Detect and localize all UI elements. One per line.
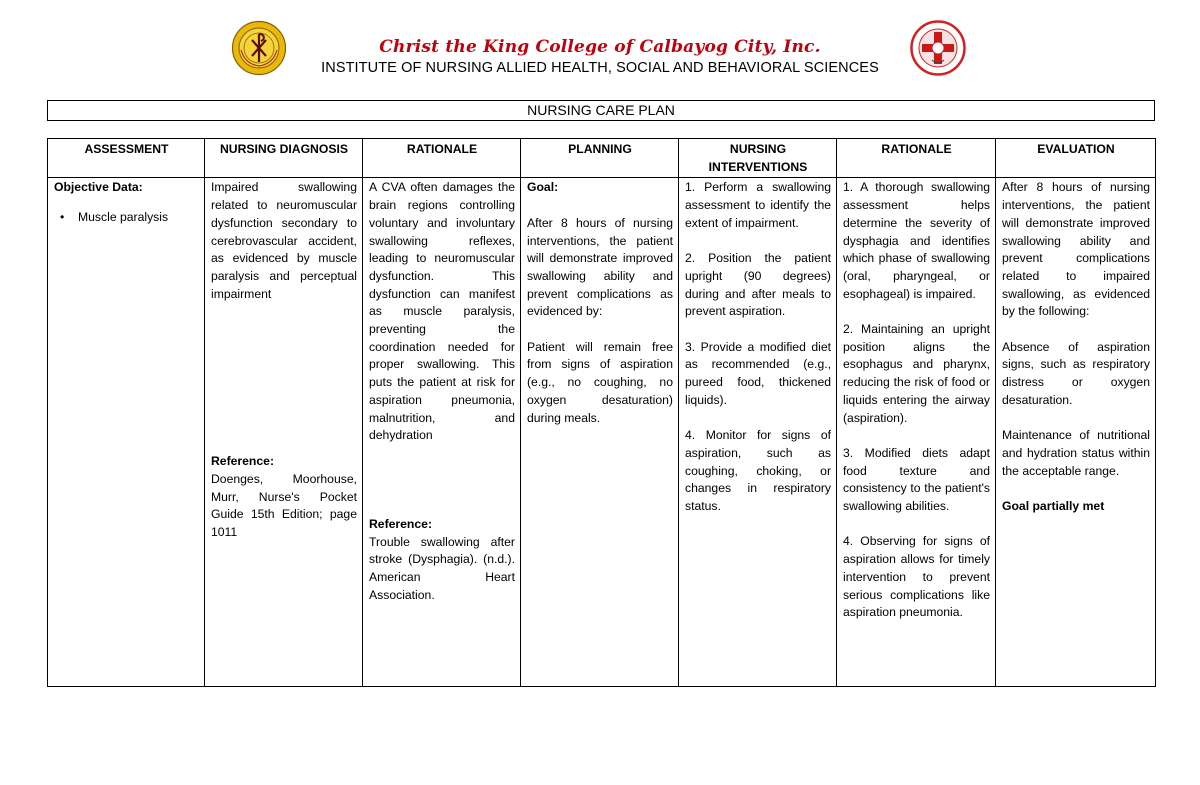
interventions-cell xyxy=(679,178,837,687)
column-header-interventions: NURSING INTERVENTIONS xyxy=(679,139,837,178)
diagnosis-reference-label: Reference: xyxy=(211,454,274,469)
institute-name: INSTITUTE OF NURSING ALLIED HEALTH, SOCIAL AND BEHAVIORAL SCIENCES xyxy=(321,60,879,76)
document-header xyxy=(0,0,1200,95)
evaluation-intro: After 8 hours of nursing interventions, the patient will demonstrate improved swallowing ability and prevent complications related to impaired swallowing, as evidenced by the following: xyxy=(1002,180,1150,319)
planning-cell xyxy=(521,178,679,687)
intervention-item: 4. Monitor for signs of aspiration, such as coughing, choking, or changes in respiratory status. xyxy=(685,428,831,514)
rationale-text: A CVA often damages the brain regions controlling voluntary and involuntary swallowing reflexes, leading to neuromuscular dysfunction. This dysfunction can manifest as muscle paralysis, preventing the coordination needed for proper swallowing. This puts the patient at risk for aspiration pneumonia, malnutrition, and dehydration xyxy=(369,180,515,443)
assessment-cell xyxy=(48,178,205,687)
rationale-item: 4. Observing for signs of aspiration allows for timely intervention to prevent serious complications like aspiration pneumonia. xyxy=(843,534,990,620)
evaluation-item: Absence of aspiration signs, such as respiratory distress or oxygen desaturation. xyxy=(1002,339,1150,407)
table-row xyxy=(48,178,1156,687)
objective-data-label: Objective Data: xyxy=(54,180,143,195)
goal-label: Goal: xyxy=(527,180,559,195)
evaluation-item: Maintenance of nutritional and hydration status within the acceptable range. xyxy=(1002,428,1150,478)
column-header-planning: PLANNING xyxy=(521,139,679,178)
diagnosis-cell xyxy=(205,178,363,687)
goal-text: After 8 hours of nursing interventions, the patient will demonstrate improved swallowing ability and prevent complications as evidenced by: xyxy=(527,215,673,319)
rationale-2-cell xyxy=(837,178,996,687)
intervention-item: 3. Provide a modified diet as recommended (e.g., pureed food, thickened liquids). xyxy=(685,339,831,407)
college-name: Christ the King College of Calbayog City, Inc. xyxy=(379,37,821,57)
column-header-assessment: ASSESSMENT xyxy=(48,139,205,178)
goal-outcome: Patient will remain free from signs of aspiration (e.g., no coughing, no oxygen desaturation) during meals. xyxy=(527,339,673,425)
column-header-evaluation: EVALUATION xyxy=(996,139,1156,178)
rationale-cell xyxy=(363,178,521,687)
bullet-icon: • xyxy=(60,210,65,225)
column-header-diagnosis: NURSING DIAGNOSIS xyxy=(205,139,363,178)
care-plan-title: NURSING CARE PLAN xyxy=(47,100,1155,121)
diagnosis-text: Impaired swallowing related to neuromuscular dysfunction secondary to cerebrovascular accident, as evidenced by muscle paralysis and perceptual impairment xyxy=(211,180,357,301)
nursing-care-plan-table xyxy=(47,138,1156,687)
intervention-item: 1. Perform a swallowing assessment to identify the extent of impairment. xyxy=(685,180,831,230)
column-header-rationale: RATIONALE xyxy=(363,139,521,178)
rationale-item: 3. Modified diets adapt food texture and consistency to the patient's swallowing abilities. xyxy=(843,445,990,514)
list-item xyxy=(54,209,199,227)
rationale-reference-label: Reference: xyxy=(369,516,432,531)
assessment-item: Muscle paralysis xyxy=(78,210,169,225)
header-row xyxy=(48,139,1156,178)
rationale-item: 1. A thorough swallowing assessment helps determine the severity of dysphagia and identifies which phase of swallowing (oral, pharyngeal, or esophageal) is impaired. xyxy=(843,180,990,301)
rationale-reference-text: Trouble swallowing after stroke (Dysphagia). (n.d.). American Heart Association. xyxy=(369,534,515,602)
evaluation-cell xyxy=(996,178,1156,687)
diagnosis-reference-text: Doenges, Moorhouse, Murr, Nurse's Pocket Guide 15th Edition; page 1011 xyxy=(211,472,357,540)
intervention-item: 2. Position the patient upright (90 degrees) during and after meals to prevent aspiration. xyxy=(685,251,831,319)
column-header-rationale-2: RATIONALE xyxy=(837,139,996,178)
evaluation-result: Goal partially met xyxy=(1002,499,1105,514)
nursing-institute-logo xyxy=(910,20,966,76)
rationale-item: 2. Maintaining an upright position aligns the esophagus and pharynx, reducing the risk of food or liquids entering the airway (aspiration). xyxy=(843,322,990,425)
